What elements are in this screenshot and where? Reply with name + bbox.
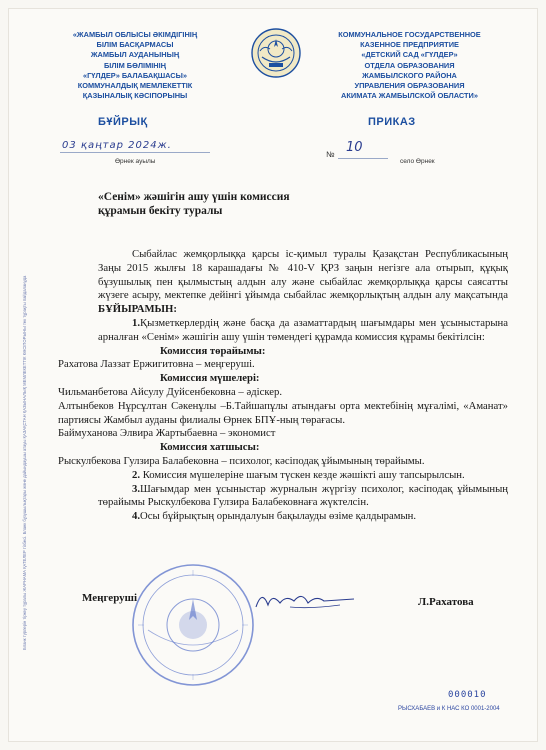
- item-text: Осы бұйрықтың орындалуын бақылауды өзіме қалдырамын.: [140, 510, 417, 523]
- header-right-ru: [312, 30, 507, 101]
- header-right-line: УПРАВЛЕНИЯ ОБРАЗОВАНИЯ: [354, 81, 465, 91]
- place-ru: село Өрнек: [400, 158, 435, 165]
- printer-code: РЫСХАБАЕВ и К НАС КО 0001-2004: [398, 706, 500, 712]
- header-left-line: «ЖАМБЫЛ ОБЛЫСЫ ӘКІМДІГІНІҢ: [72, 30, 198, 39]
- item-4: [98, 510, 508, 524]
- item-text: Қызметкерлердің және басқа да азаматтардың шағымдары мен ұсыныстарына арналған «Сенім» жәшігін ашу үшін төмендегі құрамда комиссия құрамы бекітілсін:: [98, 316, 508, 343]
- order-title-kz: БҰЙРЫҚ: [98, 116, 148, 128]
- item-2: [98, 469, 508, 483]
- chair-name: Рахатова Лаззат Ержигитовна – меңгеруші.: [58, 358, 255, 371]
- header-right-line: АКИМАТА ЖАМБЫЛСКОЙ ОБЛАСТИ»: [341, 91, 478, 101]
- header-right-line: «ДЕТСКИЙ САД «ГҮЛДЕР»: [361, 50, 458, 60]
- date-underline: [60, 152, 210, 153]
- item-number: 2.: [132, 468, 141, 481]
- header-right-line: КАЗЕННОЕ ПРЕДПРИЯТИЕ: [360, 40, 459, 50]
- order-body: [58, 248, 508, 524]
- members-heading: Комиссия мүшелері:: [160, 372, 260, 385]
- preamble: [98, 248, 508, 317]
- header-right-line: КОММУНАЛЬНОЕ ГОСУДАРСТВЕННОЕ: [338, 30, 481, 39]
- chair-heading: Комиссия төрайымы:: [160, 344, 266, 357]
- item-1: [98, 317, 508, 345]
- header-left-line: ЖАМБЫЛ АУДАНЫНЫҢ: [90, 50, 180, 60]
- header-left-line: БІЛІМ БАСҚАРМАСЫ: [96, 40, 174, 50]
- header-left-line: ҚАЗЫНАЛЫҚ КӘСІПОРЫНЫ: [82, 91, 188, 101]
- state-emblem-icon: [250, 27, 302, 79]
- secretary-name: Рыскулбекова Гулзира Балабековна – психолог, кәсіподақ ұйымының төрайымы.: [58, 454, 425, 467]
- side-print-note: [22, 200, 42, 650]
- signature-title: Меңгеруші: [82, 592, 138, 604]
- item-number: 3.: [132, 482, 141, 495]
- order-number-handwritten: 10: [346, 140, 363, 155]
- side-note-text: Бланк түрлерін тіркеу тұралы ЖАРНАМА ҚАТЕЛЕР тізбесі. Бланк бұзушылықтары және дайындаушы атауы ҚАЗАҚСТАН ҚАЗЫНАЛЫҚ МЕМЛЕКЕТТІК КӘСІПОРЫНЫ тек тұрақты пайдалануда: [22, 275, 27, 650]
- member-entry: Баймуханова Элвира Жартыбаевна – экономист: [58, 427, 276, 440]
- header-right-line: ЖАМБЫЛСКОГО РАЙОНА: [362, 70, 457, 80]
- order-number-label: №: [326, 150, 335, 159]
- secretary-heading: Комиссия хатшысы:: [160, 441, 260, 454]
- header-left-line: КОММУНАЛДЫҚ МЕМЛЕКЕТТІК: [77, 81, 193, 91]
- place-kz: Өрнек ауылы: [115, 158, 156, 165]
- member-entry: Чильманбетова Айсулу Дуйсенбековна – әдіскер.: [58, 385, 283, 398]
- preamble-text: Сыбайлас жемқорлыққа қарсы іс-қимыл туралы Қазақстан Республикасының Заңы 2015 жылғы 18 карашадағы № 410-V ҚРЗ заңын негізге ала отырып, құқық бұзушылық пен қылмыстың алдын алу және сыбайлас жемқорлыққа қарсы саясатты жүзеге асыру, мектепке дейінгі ұйымда сыбайлас жемқорлықтың алдын алу мақсатында: [98, 248, 508, 302]
- item-number: 4.: [132, 510, 141, 523]
- subject-line: «Сенім» жәшігін ашу үшін комиссия: [98, 191, 290, 203]
- item-number: 1.: [132, 316, 141, 329]
- handwritten-signature-icon: [250, 585, 360, 613]
- order-date-handwritten: 03 қаңтар 2024ж.: [62, 140, 172, 151]
- item-text: Комиссия мүшелеріне шағым түскен кезде жәшікті ашу тапсырылсын.: [142, 468, 465, 481]
- preamble-decree: БҰЙЫРАМЫН:: [98, 303, 177, 316]
- item-3: [98, 483, 508, 511]
- number-underline: [338, 158, 388, 159]
- order-subject: [98, 190, 358, 218]
- form-serial-number: 000010: [448, 690, 487, 700]
- signatory-name: Л.Рахатова: [418, 596, 474, 608]
- header-left-line: БІЛІМ БӨЛІМІНІҢ: [103, 60, 167, 70]
- order-title-ru: ПРИКАЗ: [368, 116, 416, 128]
- header-right-line: ОТДЕЛА ОБРАЗОВАНИЯ: [364, 60, 455, 70]
- member-entry: Алтынбеков Нұрсұлтан Сәкенұлы –Б.Тайшапұлы атындағы орта мектебінің мұғалімі, «Аманат» партиясы Жамбыл ауданы филиалы Өрнек БПҰ-ның төрағасы.: [58, 399, 508, 426]
- header-left-kz: [40, 30, 230, 101]
- item-text: Шағымдар мен ұсыныстар журналын жүргізу психолог, кәсіподақ ұйымының төрайымы Рыскулбекова Гулзира Балабековнаға жүктелсін.: [98, 482, 508, 509]
- header-left-line: «ГҮЛДЕР» БАЛАБАҚШАСЫ»: [82, 70, 187, 80]
- subject-line: құрамын бекіту туралы: [98, 205, 223, 217]
- round-seal-icon: [128, 560, 258, 690]
